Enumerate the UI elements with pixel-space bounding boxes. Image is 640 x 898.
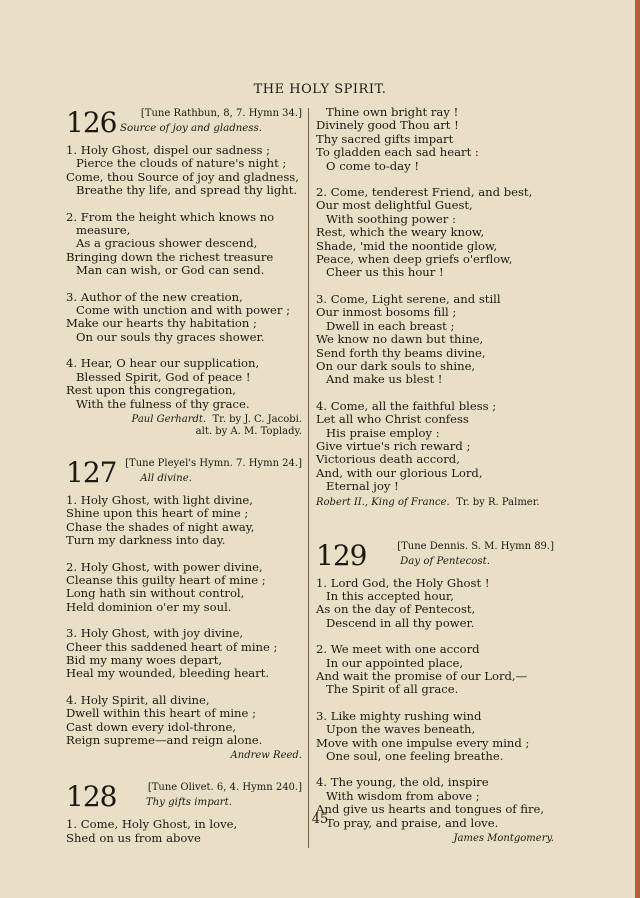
verse-line: Thine own bright ray ! <box>326 105 459 119</box>
hymn-attribution <box>316 833 554 845</box>
verse-line: Upon the waves beneath, <box>326 722 476 737</box>
verse-line: Rest upon this congregation, <box>66 383 236 398</box>
verse-line: Victorious death accord, <box>316 452 460 467</box>
hymn-attribution <box>66 750 302 762</box>
verse-line: 1. Holy Ghost, with light divine, <box>66 492 253 507</box>
verse-line: As on the day of Pentecost, <box>316 602 476 617</box>
verse-line: Pierce the clouds of nature's night ; <box>76 156 287 171</box>
verse-line: On our dark souls to shine, <box>316 358 476 373</box>
hymn-header <box>66 106 302 140</box>
verse-line: O come to-day ! <box>326 158 419 173</box>
verse-line: Rest, which the weary know, <box>316 225 485 240</box>
hymn-number: 129 <box>316 538 367 572</box>
verse-line: And wait the promise of our Lord,— <box>316 669 528 683</box>
stanza <box>316 710 554 764</box>
verse-line: 2. We meet with one accord <box>316 642 480 657</box>
translator: Tr. by R. Palmer. <box>456 496 540 508</box>
hymn-tune: [Tune Rathbun, 8, 7. Hymn 34.] <box>140 108 302 119</box>
verse-line: Move with one impulse every mind ; <box>316 735 530 750</box>
stanza <box>316 577 554 631</box>
verse-line: Shed on us from above <box>66 830 201 845</box>
verse-line: Divinely good Thou art ! <box>316 118 459 133</box>
column-divider <box>308 108 309 848</box>
hymn-127 <box>66 456 302 763</box>
verse-line: 3. Holy Ghost, with joy divine, <box>66 626 244 641</box>
verse-line: Cleanse this guilty heart of mine ; <box>66 572 266 587</box>
translator: Tr. by J. C. Jacobi. <box>212 413 302 425</box>
alteration: alt. by A. M. Toplady. <box>195 425 302 437</box>
hymn-number: 126 <box>66 106 117 139</box>
verse-line: On our souls thy graces shower. <box>76 329 265 344</box>
verse-line: Dwell in each breast ; <box>326 318 455 333</box>
hymn-number: 127 <box>66 455 117 489</box>
verse-line: Make our hearts thy habitation ; <box>66 316 257 331</box>
author: Robert II., King of France. <box>316 496 450 508</box>
verse-line: 2. From the height which knows no <box>66 209 275 224</box>
stanza <box>316 400 554 494</box>
hymn-tune: [Tune Pleyel's Hymn. 7. Hymn 24.] <box>125 457 302 469</box>
hymn-header <box>316 539 554 573</box>
stanza <box>316 106 554 173</box>
hymn-126 <box>66 106 302 438</box>
hymn-129 <box>316 539 554 846</box>
verse-line: Man can wish, or God can send. <box>76 263 265 278</box>
verse-line: Turn my darkness into day. <box>66 533 226 548</box>
stanza <box>66 694 302 748</box>
right-column <box>316 106 554 857</box>
verse-line: Long hath sin without control, <box>66 586 245 601</box>
verse-line: Cast down every idol-throne, <box>66 719 237 734</box>
verse-line: Reign supreme—and reign alone. <box>66 733 263 747</box>
hymn-theme: All divine. <box>140 472 192 484</box>
verse-line: Blessed Spirit, God of peace ! <box>76 369 251 384</box>
verse-line: We know no dawn but thine, <box>316 332 484 347</box>
verse-line: Thy sacred gifts impart <box>316 131 454 146</box>
verse-line: 3. Come, Light serene, and still <box>316 291 501 306</box>
verse-line: 4. Come, all the faithful bless ; <box>316 398 497 413</box>
verse-line: And make us blest ! <box>326 372 443 387</box>
verse-line: 4. Hear, O hear our supplication, <box>66 356 260 371</box>
verse-line: Bid my many woes depart, <box>66 652 223 667</box>
stanza <box>66 211 302 278</box>
verse-line: 1. Holy Ghost, dispel our sadness ; <box>66 143 271 157</box>
verse-line: With wisdom from above ; <box>326 788 480 803</box>
stanza <box>66 144 302 198</box>
verse-line: His praise employ : <box>326 425 440 440</box>
verse-line: The Spirit of all grace. <box>326 682 459 697</box>
stanza <box>316 186 554 280</box>
author: James Montgomery. <box>453 833 554 845</box>
verse-line: Breathe thy life, and spread thy light. <box>76 183 298 198</box>
verse-line: 4. The young, the old, inspire <box>316 775 489 790</box>
stanza <box>66 291 302 345</box>
verse-line: To gladden each sad heart : <box>316 145 479 160</box>
verse-line: 2. Holy Ghost, with power divine, <box>66 559 263 574</box>
verse-line: One soul, one feeling breathe. <box>326 749 504 764</box>
left-column <box>66 106 302 858</box>
verse-line: Cheer this saddened heart of mine ; <box>66 639 278 654</box>
verse-line: 3. Author of the new creation, <box>66 289 243 304</box>
stanza <box>66 357 302 411</box>
hymn-theme: Source of joy and gladness. <box>120 123 262 134</box>
hymn-tune: [Tune Dennis. S. M. Hymn 89.] <box>397 540 554 552</box>
page-title: THE HOLY SPIRIT. <box>253 82 387 97</box>
page-number: 45 <box>311 812 329 827</box>
verse-line: Come, thou Source of joy and gladness, <box>66 169 299 184</box>
verse-line: 4. Holy Spirit, all divine, <box>66 692 210 707</box>
hymn-attribution <box>316 497 554 509</box>
verse-line: 2. Come, tenderest Friend, and best, <box>316 185 533 200</box>
page-edge <box>635 0 640 898</box>
stanza <box>66 494 302 548</box>
verse-line: Dwell within this heart of mine ; <box>66 706 256 721</box>
verse-line: Cheer us this hour ! <box>326 265 444 280</box>
author: Andrew Reed. <box>230 750 302 762</box>
verse-line: 3. Like mighty rushing wind <box>316 708 482 723</box>
stanza <box>66 627 302 681</box>
verse-line: Peace, when deep griefs o'erflow, <box>316 252 513 267</box>
hymn-tune: [Tune Olivet. 6, 4. Hymn 240.] <box>147 782 302 794</box>
verse-line: Send forth thy beams divine, <box>316 345 486 360</box>
hymn-theme: Day of Pentecost. <box>400 555 490 567</box>
verse-line: Descend in all thy power. <box>326 615 475 630</box>
hymn-attribution <box>66 414 302 438</box>
verse-line: Bringing down the richest treasure <box>66 249 274 264</box>
verse-line: Heal my wounded, bleeding heart. <box>66 666 270 681</box>
hymn-theme: Thy gifts impart. <box>145 797 232 809</box>
verse-line: In this accepted hour, <box>326 588 454 603</box>
stanza <box>66 561 302 615</box>
verse-line: Chase the shades of night away, <box>66 519 255 534</box>
verse-line: With soothing power : <box>326 211 456 226</box>
verse-line: And give us hearts and tongues of fire, <box>316 802 545 817</box>
verse-line: As a gracious shower descend, <box>76 236 258 251</box>
verse-line: Come with unction and with power ; <box>76 303 291 318</box>
verse-line: Shine upon this heart of mine ; <box>66 506 249 521</box>
verse-line: To pray, and praise, and love. <box>326 815 499 830</box>
verse-line: Shade, 'mid the noontide glow, <box>316 238 498 253</box>
hymn-number: 128 <box>66 780 117 814</box>
stanza <box>316 643 554 697</box>
verse-line: Our inmost bosoms fill ; <box>316 305 457 320</box>
verse-line: 1. Lord God, the Holy Ghost ! <box>316 575 490 590</box>
hymn-header <box>66 456 302 490</box>
verse-line: Held dominion o'er my soul. <box>66 599 232 614</box>
verse-line: And, with our glorious Lord, <box>316 465 483 480</box>
stanza <box>316 293 554 387</box>
author: Paul Gerhardt. <box>131 413 207 425</box>
verse-line: Our most delightful Guest, <box>316 198 473 213</box>
verse-line: In our appointed place, <box>326 655 464 670</box>
verse-line: 1. Come, Holy Ghost, in love, <box>66 817 238 832</box>
verse-line: Let all who Christ confess <box>316 412 469 427</box>
verse-line: Give virtue's rich reward ; <box>316 438 471 453</box>
verse-line: Eternal joy ! <box>326 479 399 494</box>
verse-line: measure, <box>76 223 131 238</box>
hymn-header <box>66 780 302 814</box>
verse-line: With the fulness of thy grace. <box>76 396 250 411</box>
